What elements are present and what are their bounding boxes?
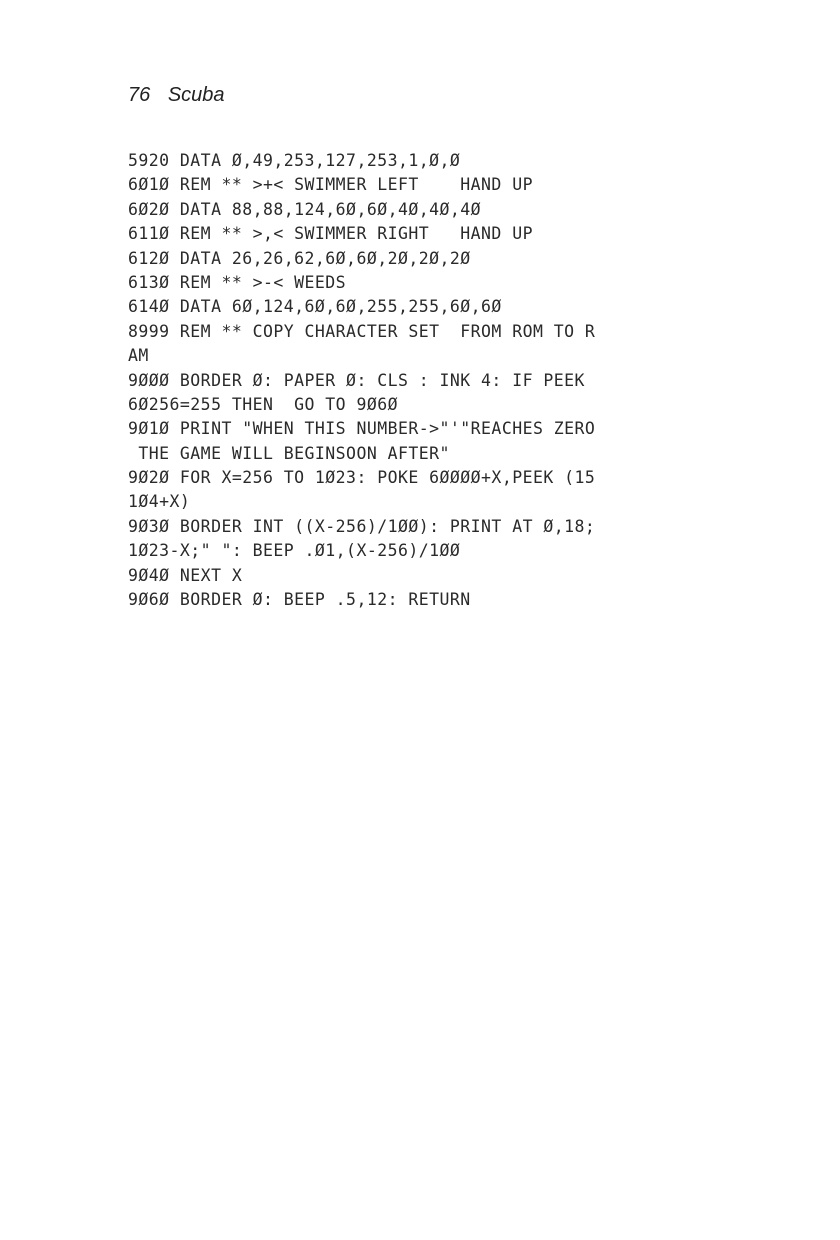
listing-line: 1Ø4+X) <box>128 492 191 512</box>
listing-line: 8999 REM ** COPY CHARACTER SET FROM ROM TO R <box>128 321 596 341</box>
listing-line: 6Ø256=255 THEN GO TO 9Ø6Ø <box>128 394 398 414</box>
listing-line: AM <box>128 346 149 366</box>
listing-line: 614Ø DATA 6Ø,124,6Ø,6Ø,255,255,6Ø,6Ø <box>128 297 502 317</box>
running-header <box>128 84 225 107</box>
basic-program-listing <box>128 149 595 612</box>
listing-line: 9Ø6Ø BORDER Ø: BEEP .5,12: RETURN <box>128 590 471 610</box>
listing-line: 6Ø2Ø DATA 88,88,124,6Ø,6Ø,4Ø,4Ø,4Ø <box>128 199 482 219</box>
listing-line: 9ØØØ BORDER Ø: PAPER Ø: CLS : INK 4: IF PEEK <box>128 370 585 390</box>
listing-line: 9Ø4Ø NEXT X <box>128 565 243 585</box>
listing-line: 9Ø3Ø BORDER INT ((X-256)/1ØØ): PRINT AT Ø,18; <box>128 516 596 536</box>
listing-line: 6Ø1Ø REM ** >+< SWIMMER LEFT HAND UP <box>128 175 533 195</box>
listing-line: 611Ø REM ** >,< SWIMMER RIGHT HAND UP <box>128 224 533 244</box>
listing-line: 1Ø23-X;" ": BEEP .Ø1,(X-256)/1ØØ <box>128 541 461 561</box>
listing-line: THE GAME WILL BEGINSOON AFTER" <box>128 443 450 463</box>
page-number: 76 <box>128 84 151 106</box>
listing-line: 612Ø DATA 26,26,62,6Ø,6Ø,2Ø,2Ø,2Ø <box>128 248 471 268</box>
listing-line: 9Ø2Ø FOR X=256 TO 1Ø23: POKE 6ØØØØ+X,PEEK (15 <box>128 468 596 488</box>
listing-line: 5920 DATA Ø,49,253,127,253,1,Ø,Ø <box>128 151 461 170</box>
listing-line: 9Ø1Ø PRINT "WHEN THIS NUMBER->"'"REACHES ZERO <box>128 419 596 439</box>
chapter-title: Scuba <box>167 84 225 106</box>
listing-line: 613Ø REM ** >-< WEEDS <box>128 272 347 292</box>
